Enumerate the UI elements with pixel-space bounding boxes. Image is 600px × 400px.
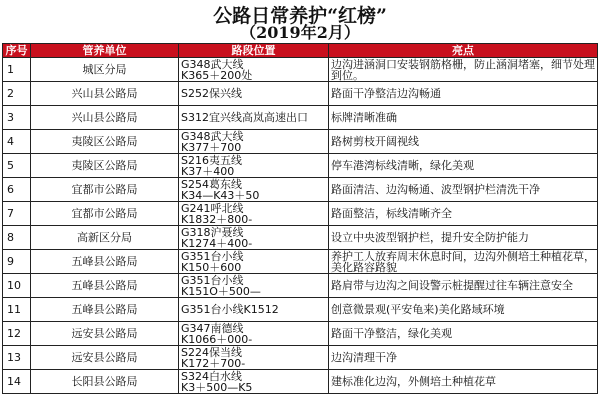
cell-location: G351台小线 K150＋600	[179, 250, 329, 274]
header-index: 序号	[3, 44, 31, 58]
cell-location: S312宜兴线高岚高速出口	[179, 106, 329, 130]
table-row	[3, 178, 598, 202]
cell-index: 10	[3, 274, 31, 298]
table-row	[3, 322, 598, 346]
table-row	[3, 370, 598, 394]
red-list-table	[2, 43, 598, 394]
cell-unit: 宜都市公路局	[31, 178, 179, 202]
cell-highlight: 停车港湾标线清晰，绿化美观	[329, 154, 598, 178]
header-highlight: 亮点	[329, 44, 598, 58]
cell-location: G351台小线 K151O＋500—	[179, 274, 329, 298]
cell-highlight: 路面干净整洁，绿化美观	[329, 322, 598, 346]
cell-index: 1	[3, 58, 31, 82]
table-row	[3, 106, 598, 130]
table-row	[3, 58, 598, 82]
table-body	[3, 58, 598, 394]
cell-highlight: 路面整洁，标线清晰齐全	[329, 202, 598, 226]
cell-highlight: 路树剪枝开阔视线	[329, 130, 598, 154]
cell-unit: 宜都市公路局	[31, 202, 179, 226]
page-subtitle: （2019年2月）	[240, 23, 360, 42]
cell-index: 7	[3, 202, 31, 226]
cell-highlight: 标牌清晰准确	[329, 106, 598, 130]
cell-highlight: 边沟进涵洞口安装钢筋格栅，防止涵洞堵塞，细节处理到位。	[329, 58, 598, 82]
cell-location: S252保兴线	[179, 82, 329, 106]
cell-unit: 城区分局	[31, 58, 179, 82]
cell-unit: 五峰县公路局	[31, 274, 179, 298]
cell-highlight: 建标准化边沟，外侧培土种植花草	[329, 370, 598, 394]
cell-unit: 远安县公路局	[31, 322, 179, 346]
cell-unit: 夷陵区公路局	[31, 154, 179, 178]
cell-unit: 兴山县公路局	[31, 106, 179, 130]
table-row	[3, 250, 598, 274]
cell-unit: 五峰县公路局	[31, 250, 179, 274]
cell-location: G348武大线 K377＋700	[179, 130, 329, 154]
table-row	[3, 346, 598, 370]
cell-location: G347南德线 K1066＋000-	[179, 322, 329, 346]
cell-index: 9	[3, 250, 31, 274]
cell-location: G348武大线 K365＋200处	[179, 58, 329, 82]
table-row	[3, 130, 598, 154]
cell-location: S254葛东线 K34—K43＋50	[179, 178, 329, 202]
cell-index: 8	[3, 226, 31, 250]
table-row	[3, 274, 598, 298]
header-location: 路段位置	[179, 44, 329, 58]
cell-unit: 兴山县公路局	[31, 82, 179, 106]
cell-highlight: 边沟清理干净	[329, 346, 598, 370]
cell-highlight: 创意微景观(平安龟来)美化路域环境	[329, 298, 598, 322]
cell-unit: 长阳县公路局	[31, 370, 179, 394]
page-title: 公路日常养护“红榜”	[213, 5, 387, 27]
cell-location: S324白水线 K3＋500—K5	[179, 370, 329, 394]
cell-unit: 高新区分局	[31, 226, 179, 250]
cell-highlight: 路面干净整洁边沟畅通	[329, 82, 598, 106]
header-unit: 管养单位	[31, 44, 179, 58]
cell-unit: 远安县公路局	[31, 346, 179, 370]
table-row	[3, 298, 598, 322]
cell-index: 5	[3, 154, 31, 178]
cell-highlight: 路面清洁、边沟畅通、波型钢护栏清洗干净	[329, 178, 598, 202]
cell-location: S224保当线 K172＋700-	[179, 346, 329, 370]
table-row	[3, 154, 598, 178]
cell-index: 4	[3, 130, 31, 154]
cell-location: G351台小线K1512	[179, 298, 329, 322]
table-header-row	[3, 44, 598, 58]
table-row	[3, 82, 598, 106]
cell-highlight: 设立中央波型钢护栏，提升安全防护能力	[329, 226, 598, 250]
table-row	[3, 202, 598, 226]
cell-index: 6	[3, 178, 31, 202]
cell-location: G241呼北线 K1832＋800-	[179, 202, 329, 226]
cell-unit: 五峰县公路局	[31, 298, 179, 322]
cell-index: 3	[3, 106, 31, 130]
cell-highlight: 路肩带与边沟之间设警示桩提醒过往车辆注意安全	[329, 274, 598, 298]
cell-highlight: 养护工人放弃周末休息时间，边沟外侧培土种植花草，美化路容路貌	[329, 250, 598, 274]
cell-index: 2	[3, 82, 31, 106]
cell-location: S216夷五线 K37＋400	[179, 154, 329, 178]
cell-index: 12	[3, 322, 31, 346]
cell-location: G318沪聂线 K1274＋400-	[179, 226, 329, 250]
cell-unit: 夷陵区公路局	[31, 130, 179, 154]
cell-index: 13	[3, 346, 31, 370]
table-row	[3, 226, 598, 250]
cell-index: 11	[3, 298, 31, 322]
cell-index: 14	[3, 370, 31, 394]
